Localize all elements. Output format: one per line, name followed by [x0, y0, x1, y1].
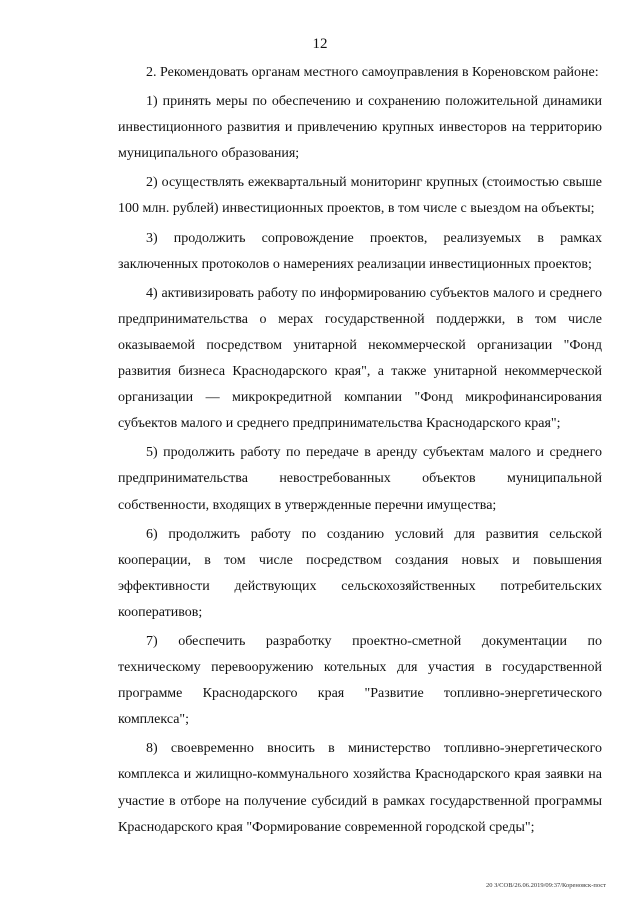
- list-item-6: 6) продолжить работу по созданию условий для развития сельской кооперации, в том числе посредством создания новых и повышения эффективности действующих сельскохозяйственных потребительских кооперативов;: [118, 526, 602, 620]
- list-item-8: 8) своевременно вносить в министерство топливно-энергетического комплекса и жилищно-коммунального хозяйства Краснодарского края заявки на участие в отборе на получение субсидий в рамках государственной программы Краснодарского края "Формирование современной городской среды";: [118, 741, 602, 835]
- list-item-5: 5) продолжить работу по передаче в аренду субъектам малого и среднего предпринимательства невостребованных объектов муниципальной собственности, входящих в утвержденные перечни имущества;: [118, 445, 602, 513]
- list-item-1: 1) принять меры по обеспечению и сохранению положительной динамики инвестиционного развития и привлечению крупных инвесторов на территорию муниципального образования;: [118, 94, 602, 162]
- list-item-3: 3) продолжить сопровождение проектов, реализуемых в рамках заключенных протоколов о намерениях реализации инвестиционных проектов;: [118, 230, 602, 272]
- intro-paragraph: 2. Рекомендовать органам местного самоуправления в Кореновском районе:: [146, 65, 599, 80]
- footer-stamp: 20 З/СОВ/26.06.2019/09:37/Кореновск-пост: [485, 882, 606, 889]
- list-item-7: 7) обеспечить разработку проектно-сметной документации по техническому перевооружению котельных для участия в государственной программе Краснодарского края "Развитие топливно-энергетического комплекса";: [118, 633, 602, 728]
- document-body: [118, 60, 602, 844]
- list-item-4: 4) активизировать работу по информированию субъектов малого и среднего предпринимательства о мерах государственной поддержки, в том числе оказываемой посредством унитарной некоммерческой организации "Фонд развития бизнеса Краснодарского края", а также унитарной некоммерческой организации — микрокредитной компании "Фонд микрофинансирования субъектов малого и среднего предпринимательства Краснодарского края";: [118, 285, 602, 432]
- page-number: 12: [312, 36, 328, 52]
- list-item-2: 2) осуществлять ежеквартальный мониторинг крупных (стоимостью свыше 100 млн. рублей) инвестиционных проектов, в том числе с выездом на объекты;: [118, 175, 602, 217]
